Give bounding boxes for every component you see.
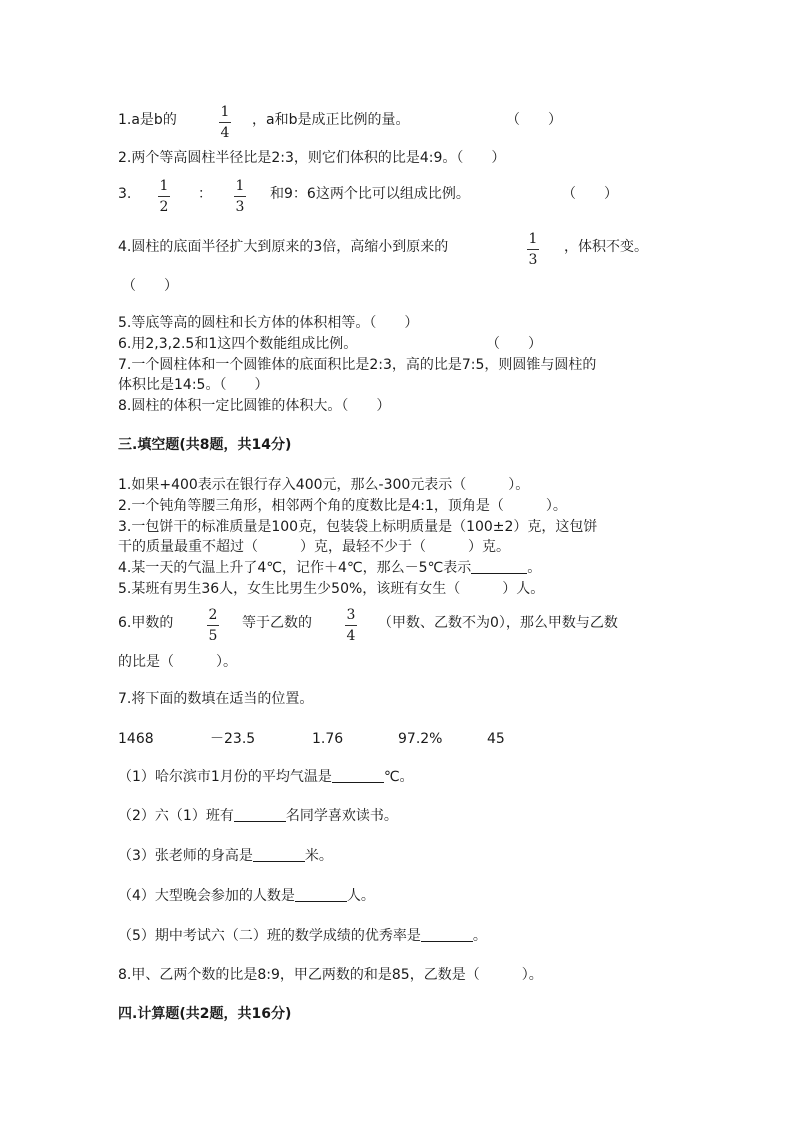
fraction-one-half (158, 178, 170, 215)
q2-item-7-line1: 7.一个圆柱体和一个圆锥体的底面积比是2:3，高的比是7:5，则圆锥与圆柱的 (118, 357, 597, 373)
answer-paren[interactable]: （ ） (122, 278, 178, 294)
fraction-one-third-b (527, 231, 539, 268)
s3-q4-text: 4.某一天的气温上升了4℃，记作＋4℃，那么－5℃表示 (118, 560, 472, 576)
answer-blank[interactable] (332, 768, 384, 783)
fraction-two-fifths (207, 607, 219, 644)
fraction-bar (345, 625, 357, 626)
period: 。 (527, 560, 542, 576)
ratio-colon: ： (198, 186, 212, 202)
q2-item-4-lead: 4.圆柱的底面半径扩大到原来的3倍，高缩小到原来的 (118, 239, 449, 255)
fraction-denominator: 4 (346, 628, 356, 644)
answer-blank[interactable] (295, 887, 347, 902)
s3-q6-line2: 的比是（ ）。 (118, 654, 237, 670)
section-4-heading: 四.计算题(共2题，共16分) (118, 1006, 292, 1022)
answer-paren-text: （ ） (506, 112, 562, 128)
q2-item-1-text-a: 1.a是b的 (118, 112, 177, 128)
answer-blank[interactable] (421, 927, 473, 942)
s3-q7-sub-5 (118, 926, 487, 946)
sub-unit: 名同学喜欢读书。 (285, 808, 398, 824)
fraction-numerator: 1 (235, 178, 245, 194)
q2-item-2: 2.两个等高圆柱半径比是2:3，则它们体积的比是4:9。（ ） (118, 150, 506, 166)
q2-item-3-tail: 和9：6这两个比可以组成比例。 (270, 186, 470, 202)
s3-q3-line1: 3.一包饼干的标准质量是100克，包装袋上标明质量是（100±2）克，这包饼 (118, 519, 598, 535)
number-option: 1468 (118, 731, 154, 747)
q2-item-1-text-b: ，a和b是成正比例的量。 (252, 112, 410, 128)
s3-q4 (118, 558, 541, 578)
fraction-numerator: 3 (346, 607, 356, 623)
sub-text: （1）哈尔滨市1月份的平均气温是 (118, 769, 332, 785)
answer-paren[interactable]: （ ） (562, 186, 618, 202)
number-option: 45 (487, 731, 505, 747)
sub-text: （2）六（1）班有 (118, 808, 234, 824)
sub-text: （3）张老师的身高是 (118, 848, 253, 864)
fraction-bar (219, 122, 231, 123)
s3-q3-line2: 干的质量最重不超过（ ）克，最轻不少于（ ）克。 (118, 539, 510, 555)
fraction-bar (234, 196, 246, 197)
fraction-denominator: 3 (235, 199, 245, 215)
answer-paren[interactable]: （ ） (486, 336, 542, 352)
s3-q7-sub-3 (118, 846, 333, 866)
q2-item-5: 5.等底等高的圆柱和长方体的体积相等。（ ） (118, 315, 419, 331)
number-option: 1.76 (312, 731, 344, 747)
fraction-numerator: 1 (159, 178, 169, 194)
answer-paren[interactable] (506, 110, 562, 130)
q2-item-1-tail (252, 110, 409, 130)
fraction-denominator: 2 (159, 199, 169, 215)
answer-blank[interactable] (253, 847, 305, 862)
fraction-bar (527, 249, 539, 250)
s3-q1: 1.如果+400表示在银行存入400元，那么-300元表示（ ）。 (118, 477, 530, 493)
s3-q7-sub-2 (118, 806, 398, 826)
fraction-denominator: 3 (528, 252, 538, 268)
q2-item-7-line2: 体积比是14:5。（ ） (118, 377, 269, 393)
fraction-numerator: 1 (220, 104, 230, 120)
fraction-denominator: 4 (220, 125, 230, 141)
q2-item-6: 6.用2,3,2.5和1这四个数能组成比例。 (118, 336, 358, 352)
fraction-denominator: 5 (208, 628, 218, 644)
q2-item-4-tail: ，体积不变。 (564, 239, 648, 255)
sub-text: （5）期中考试六（二）班的数学成绩的优秀率是 (118, 928, 421, 944)
sub-unit: 。 (472, 928, 487, 944)
s3-q7-sub-4 (118, 886, 375, 906)
fraction-one-third (234, 178, 246, 215)
fraction-numerator: 1 (528, 231, 538, 247)
number-option: 97.2% (398, 731, 443, 747)
q2-item-1 (118, 110, 177, 130)
answer-blank[interactable] (234, 807, 286, 822)
sub-unit: ℃。 (383, 769, 414, 785)
sub-unit: 人。 (346, 888, 375, 904)
number-option: －23.5 (210, 731, 256, 747)
sub-unit: 米。 (304, 848, 333, 864)
s3-q2: 2.一个钝角等腰三角形，相邻两个角的度数比是4:1，顶角是（ ）。 (118, 498, 567, 514)
fraction-numerator: 2 (208, 607, 218, 623)
s3-q7-sub-1 (118, 767, 414, 787)
fraction-bar (158, 196, 170, 197)
s3-q7-title: 7.将下面的数填在适当的位置。 (118, 691, 314, 707)
sub-text: （4）大型晚会参加的人数是 (118, 888, 295, 904)
s3-q5: 5.某班有男生36人，女生比男生少50%，该班有女生（ ）人。 (118, 581, 545, 597)
q2-item-8: 8.圆柱的体积一定比圆锥的体积大。（ ） (118, 398, 391, 414)
section-3-heading: 三.填空题(共8题，共14分) (118, 437, 292, 453)
fraction-bar (207, 625, 219, 626)
s3-q6-lead: 6.甲数的 (118, 615, 174, 631)
answer-blank[interactable] (471, 559, 527, 574)
fraction-one-quarter (219, 104, 231, 141)
s3-q6-mid: 等于乙数的 (242, 615, 312, 631)
s3-q8: 8.甲、乙两个数的比是8:9，甲乙两数的和是85，乙数是（ ）。 (118, 967, 543, 983)
fraction-three-quarters (345, 607, 357, 644)
s3-q6-tail: （甲数、乙数不为0），那么甲数与乙数 (378, 615, 618, 631)
q2-item-3-lead: 3. (118, 186, 132, 202)
